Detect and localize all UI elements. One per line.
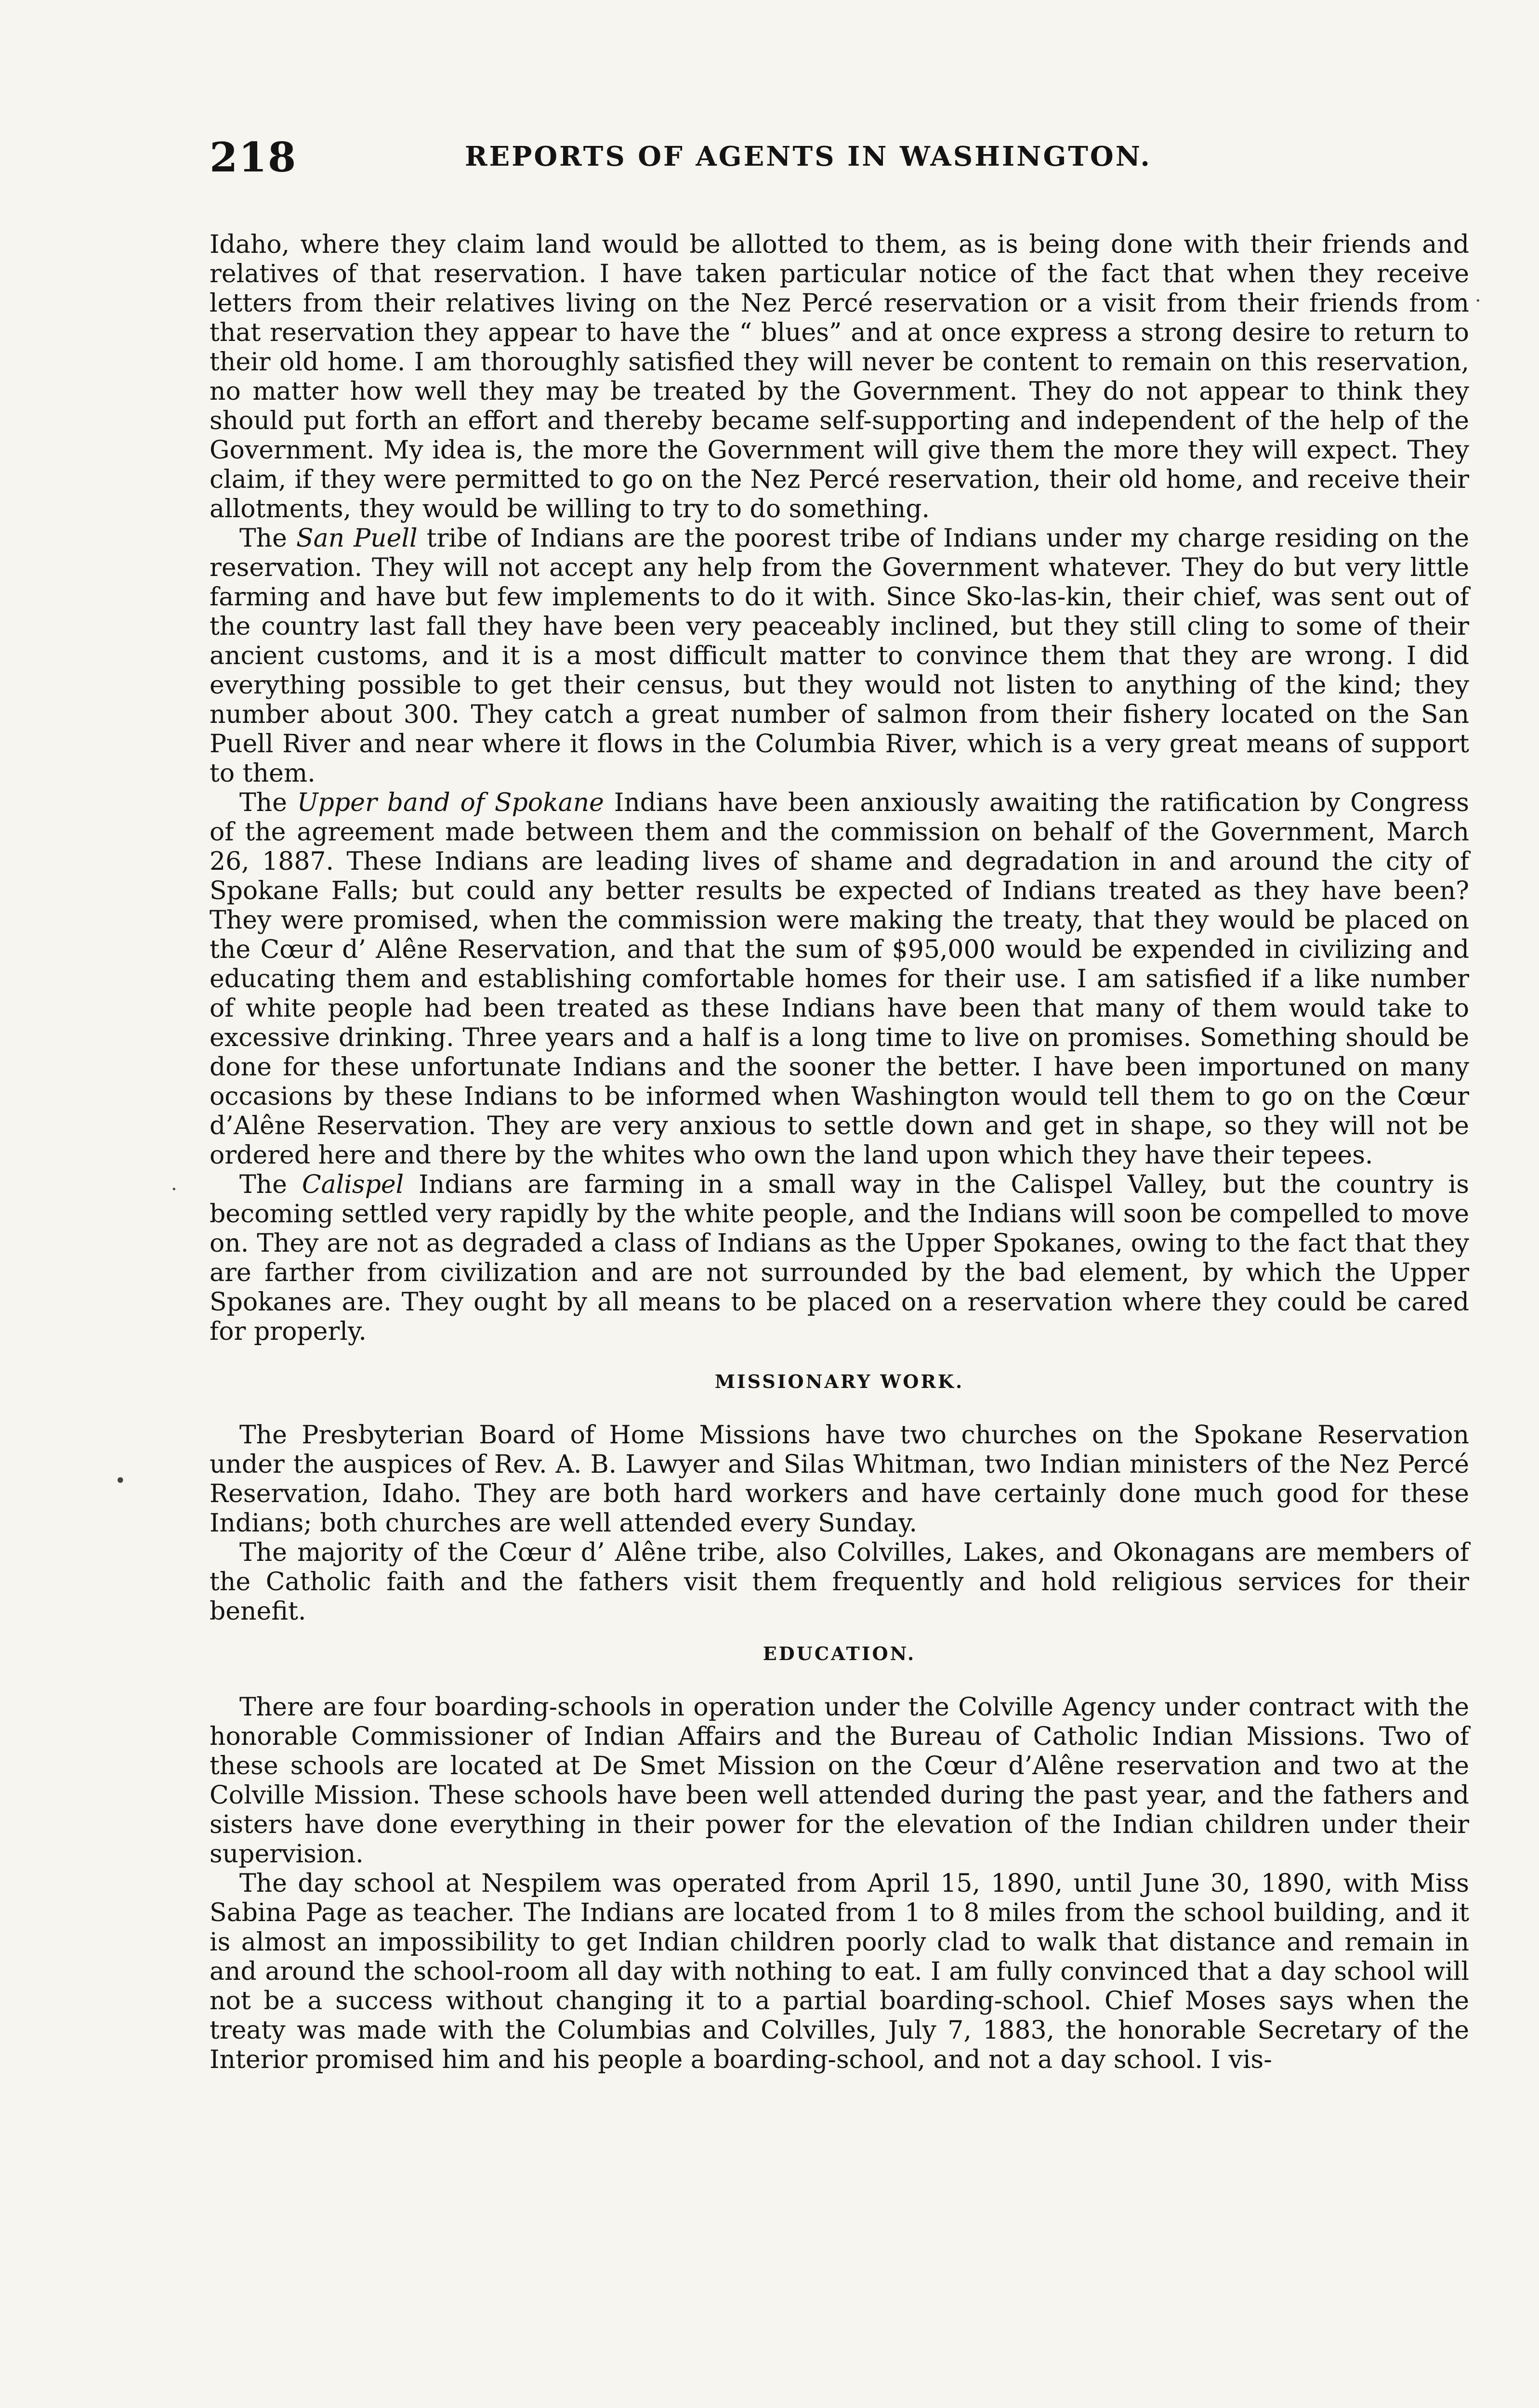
paragraph-body: tribe of Indians are the poorest tribe of Indians under my charge residing on the reservation. They will not accept any help from the Government whatever. They do but very little farming and have but few implements to do it with. Since Sko-las-kin, their chief, was sent out of the country last fall they have been very peaceably inclined, but they still cling to some of their ancient customs, and it is a most difficult matter to convince them that they are wrong. I did everything possible to get their census, but they would not listen to anything of the kind; they number about 300. They catch a great number of salmon from their fishery located on the San Puell River and near where it flows in the Columbia River, which is a very great means of support to them. — [210, 524, 1469, 788]
paragraph-lead: The — [239, 524, 296, 553]
tribe-name-upper-spokane: Upper band of Spokane — [297, 788, 604, 817]
page-header — [210, 133, 1469, 205]
paragraph-presbyterian: The Presbyterian Board of Home Missions have two churches on the Spokane Reservation under the auspices of Rev. A. B. Lawyer and Silas Whitman, two Indian ministers of the Nez Percé Reservation, Idaho. They are both hard workers and have certainly done much good for these Indians; both churches are well attended every Sunday. — [210, 1421, 1469, 1538]
education-heading: EDUCATION. — [763, 1643, 916, 1664]
tribe-name-san-puell: San Puell — [296, 524, 418, 553]
paragraph-calispel — [210, 1170, 1469, 1347]
paragraph-body: Indians are farming in a small way in the Calispel Valley, but the country is becoming settled very rapidly by the white people, and the Indians will soon be compelled to move on. They are not as degraded a class of Indians as the Upper Spokanes, owing to the fact that they are farther from civilization and are not surrounded by the bad element, by which the Upper Spokanes are. They ought by all means to be placed on a reservation where they could be cared for properly. — [210, 1170, 1469, 1346]
paragraph-san-puell — [210, 524, 1469, 788]
margin-mark: • — [115, 1470, 126, 1492]
paragraph-day-school: The day school at Nespilem was operated from April 15, 1890, until June 30, 1890, with Miss Sabina Page as teacher. The Indians are located from 1 to 8 miles from the school building, and it is almost an impossibility to get Indian children poorly clad to walk that distance and remain in and around the school-room all day with nothing to eat. I am fully convinced that a day school will not be a success without changing it to a partial boarding-school. Chief Moses says when the treaty was made with the Columbias and Colvilles, July 7, 1883, the honorable Secretary of the Interior promised him and his people a boarding-school, and not a day school. I vis- — [210, 1869, 1469, 2074]
paragraph-upper-spokane — [210, 788, 1469, 1170]
page-number: 218 — [210, 133, 297, 181]
margin-mark: · — [1475, 290, 1481, 312]
paragraph-catholic: The majority of the Cœur d’ Alêne tribe, also Colvilles, Lakes, and Okonagans are members of the Catholic faith and the fathers visit them frequently and hold religious services for their benefit. — [210, 1538, 1469, 1626]
tribe-name-calispel: Calispel — [302, 1170, 404, 1199]
paragraph-lead: The — [239, 1170, 302, 1199]
body-text — [210, 230, 1469, 2075]
paragraph-lead: The — [239, 788, 297, 817]
paragraph-boarding-schools: There are four boarding-schools in operation under the Colville Agency under contract with the honorable Commissioner of Indian Affairs and the Bureau of Catholic Indian Missions. Two of these schools are located at De Smet Mission on the Cœur d’Alêne reservation and two at the Colville Mission. These schools have been well attended during the past year, and the fathers and sisters have done everything in their power for the elevation of the Indian children under their supervision. — [210, 1693, 1469, 1869]
paragraph-body: Indians have been anxiously awaiting the ratification by Congress of the agreement made between them and the commission on behalf of the Government, March 26, 1887. These Indians are leading lives of shame and degradation in and around the city of Spokane Falls; but could any better results be expected of Indians treated as they have been? They were promised, when the commission were making the treaty, that they would be placed on the Cœur d’ Alêne Reservation, and that the sum of $95,000 would be expended in civilizing and educating them and establishing comfortable homes for their use. I am satisfied if a like number of white people had been treated as these Indians have been that many of them would take to excessive drinking. Three years and a half is a long time to live on promises. Something should be done for these unfortunate Indians and the sooner the better. I have been importuned on many occasions by these Indians to be informed when Washington would tell them to go on the Cœur d’Alêne Reservation. They are very anxious to settle down and get in shape, so they will not be ordered here and there by the whites who own the land upon which they have their tepees. — [210, 788, 1469, 1170]
missionary-work-heading: MISSIONARY WORK. — [714, 1371, 964, 1392]
margin-mark: · — [171, 1178, 177, 1201]
paragraph-idaho: Idaho, where they claim land would be allotted to them, as is being done with their friends and relatives of that reservation. I have taken particular notice of the fact that when they receive letters from their relatives living on the Nez Percé reservation or a visit from their friends from that reservation they appear to have the “ blues” and at once express a strong desire to return to their old home. I am thoroughly satisfied they will never be content to remain on this reservation, no matter how well they may be treated by the Government. They do not appear to think they should put forth an effort and thereby became self-supporting and independent of the help of the Government. My idea is, the more the Government will give them the more they will expect. They claim, if they were permitted to go on the Nez Percé reservation, their old home, and receive their allotments, they would be willing to try to do something. — [210, 230, 1469, 523]
running-head: REPORTS OF AGENTS IN WASHINGTON. — [465, 141, 1152, 172]
